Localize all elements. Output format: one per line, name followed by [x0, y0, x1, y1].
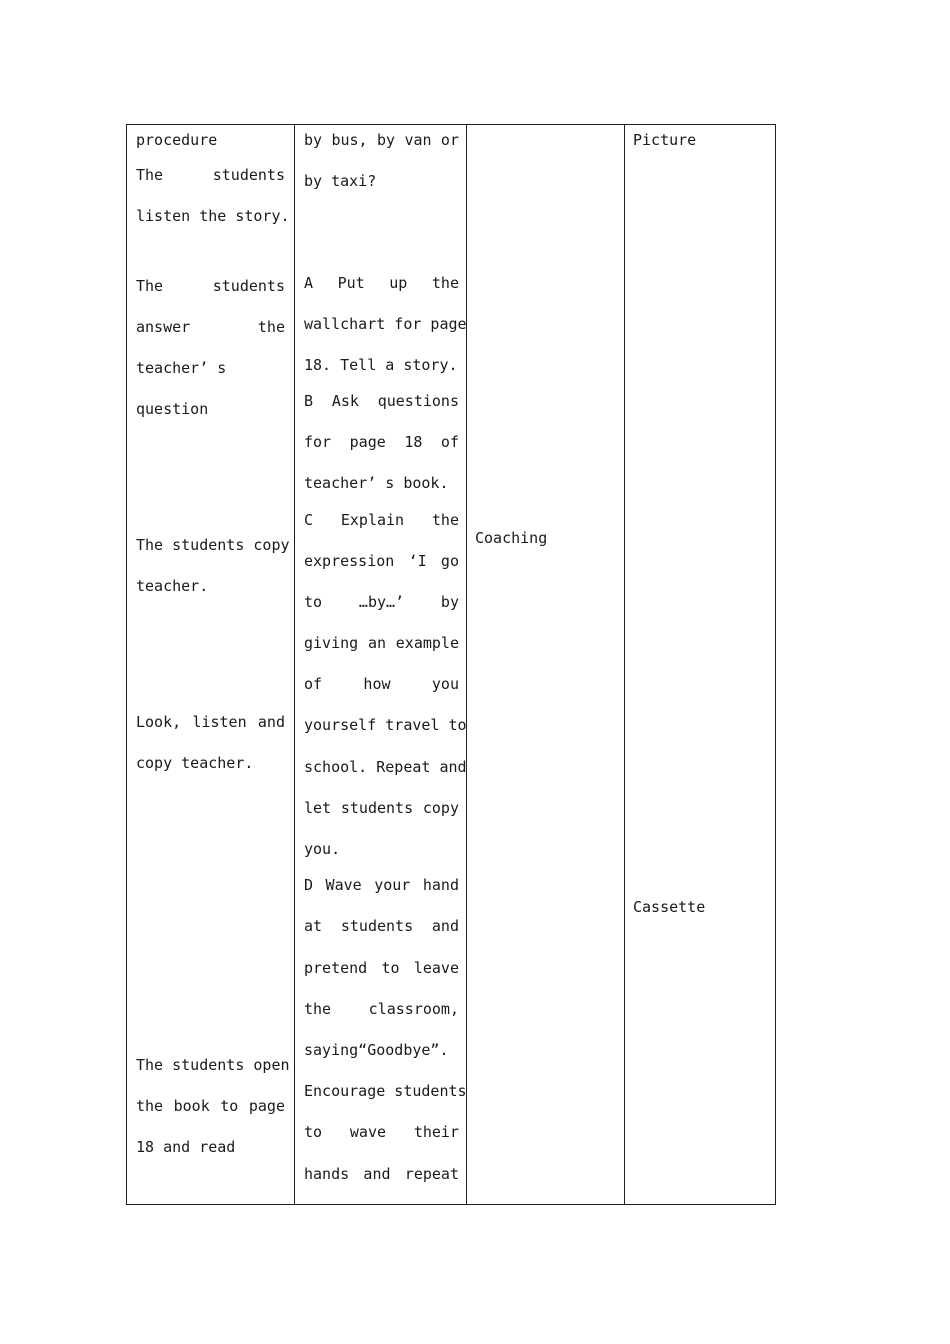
text-line: Coaching	[475, 529, 548, 547]
text-line: teacher.	[136, 577, 209, 595]
teacher-activity-column	[294, 125, 466, 1204]
text-line: teacher’ s	[136, 359, 227, 377]
text-line: The students open	[136, 1056, 290, 1074]
text-line: D Wave your hand	[304, 876, 459, 894]
text-line: the classroom,	[304, 1000, 459, 1018]
text-line: The students copy	[136, 536, 290, 554]
text-line: you.	[304, 840, 341, 858]
text-line: expression ‘I go	[304, 552, 459, 570]
text-line: Picture	[633, 131, 697, 149]
text-line: procedure	[136, 131, 218, 149]
text-line: Cassette	[633, 898, 706, 916]
method-column	[466, 125, 624, 1204]
text-line: C Explain the	[304, 511, 459, 529]
text-line: the book to page	[136, 1097, 285, 1115]
text-line: wallchart for page	[304, 315, 467, 333]
text-line: Encourage students	[304, 1082, 467, 1100]
text-line: A Put up the	[304, 274, 459, 292]
text-line: of how you	[304, 675, 459, 693]
text-line: The students	[136, 166, 285, 184]
text-line: by taxi?	[304, 172, 377, 190]
text-line: hands and repeat	[304, 1165, 459, 1183]
aids-column	[624, 125, 775, 1204]
text-line: question	[136, 400, 209, 418]
text-line: listen the story.	[136, 207, 290, 225]
text-line: 18. Tell a story.	[304, 356, 458, 374]
text-line: to …by…’ by	[304, 593, 459, 611]
text-line: to wave their	[304, 1123, 459, 1141]
text-line: 18 and read	[136, 1138, 236, 1156]
text-line: copy teacher.	[136, 754, 254, 772]
text-line: B Ask questions	[304, 392, 459, 410]
lesson-plan-table	[126, 124, 776, 1205]
text-line: saying“Goodbye”.	[304, 1041, 449, 1059]
text-line: let students copy	[304, 799, 459, 817]
text-line: pretend to leave	[304, 959, 459, 977]
text-line: answer the	[136, 318, 285, 336]
text-line: The students	[136, 277, 285, 295]
student-activity-column	[127, 125, 294, 1204]
text-line: Look, listen and	[136, 713, 285, 731]
text-line: for page 18 of	[304, 433, 459, 451]
text-line: school. Repeat and	[304, 758, 467, 776]
text-line: teacher’ s book.	[304, 474, 449, 492]
text-line: yourself travel to	[304, 716, 467, 734]
text-line: giving an example	[304, 634, 459, 652]
text-line: by bus, by van or	[304, 131, 459, 149]
text-line: at students and	[304, 917, 459, 935]
